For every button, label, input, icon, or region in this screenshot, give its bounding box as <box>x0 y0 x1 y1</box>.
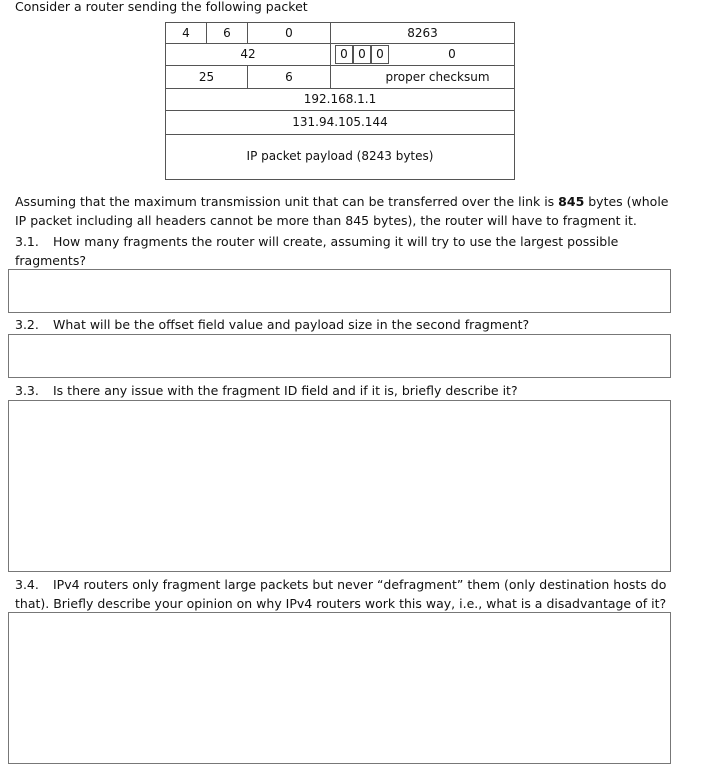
version-field: 4 <box>165 22 207 44</box>
question-3-1 <box>15 232 675 271</box>
flag-df-field: 0 <box>353 45 371 64</box>
question-text: How many fragments the router will create, assuming it will try to use the largest possible fragments? <box>15 234 619 269</box>
checksum-field: proper checksum <box>330 65 515 89</box>
ttl-field: 25 <box>165 65 248 89</box>
answer-box-3-1[interactable] <box>8 269 671 313</box>
total-length-field: 8263 <box>330 22 515 44</box>
identification-field: 42 <box>165 43 331 66</box>
assumption-text-after: bytes (whole IP packet including all headers cannot be more than 845 bytes), the router will have to fragment it. <box>15 194 669 229</box>
payload-field: IP packet payload (8243 bytes) <box>165 134 515 180</box>
flag-reserved-field: 0 <box>335 45 353 64</box>
question-text: Is there any issue with the fragment ID field and if it is, briefly describe it? <box>53 383 518 398</box>
answer-box-3-3[interactable] <box>8 400 671 572</box>
question-3-3 <box>15 383 518 398</box>
tos-field: 0 <box>247 22 331 44</box>
header-length-field: 6 <box>206 22 248 44</box>
question-number: 3.2. <box>15 317 39 332</box>
question-number: 3.4. <box>15 577 39 592</box>
fragment-offset-field: 0 <box>330 43 515 66</box>
answer-box-3-2[interactable] <box>8 334 671 378</box>
ip-packet-diagram <box>165 22 515 180</box>
assumption-paragraph <box>15 192 675 231</box>
question-3-4 <box>15 575 675 614</box>
assumption-text-before: Assuming that the maximum transmission unit that can be transferred over the link is <box>15 194 559 209</box>
protocol-field: 6 <box>247 65 331 89</box>
question-text: What will be the offset field value and payload size in the second fragment? <box>53 317 530 332</box>
answer-box-3-4[interactable] <box>8 612 671 764</box>
question-3-2 <box>15 317 529 332</box>
question-text: IPv4 routers only fragment large packets but never “defragment” them (only destination hosts do that). Briefly describe your opinion on why IPv4 routers work this way, i.e., what is a disadvantage of it? <box>15 577 667 612</box>
source-ip-field: 192.168.1.1 <box>165 88 515 111</box>
intro-text: Consider a router sending the following packet <box>15 0 308 14</box>
mtu-value: 845 <box>558 194 585 209</box>
dest-ip-field: 131.94.105.144 <box>165 110 515 135</box>
question-number: 3.1. <box>15 234 39 249</box>
question-number: 3.3. <box>15 383 39 398</box>
flag-mf-field: 0 <box>371 45 389 64</box>
